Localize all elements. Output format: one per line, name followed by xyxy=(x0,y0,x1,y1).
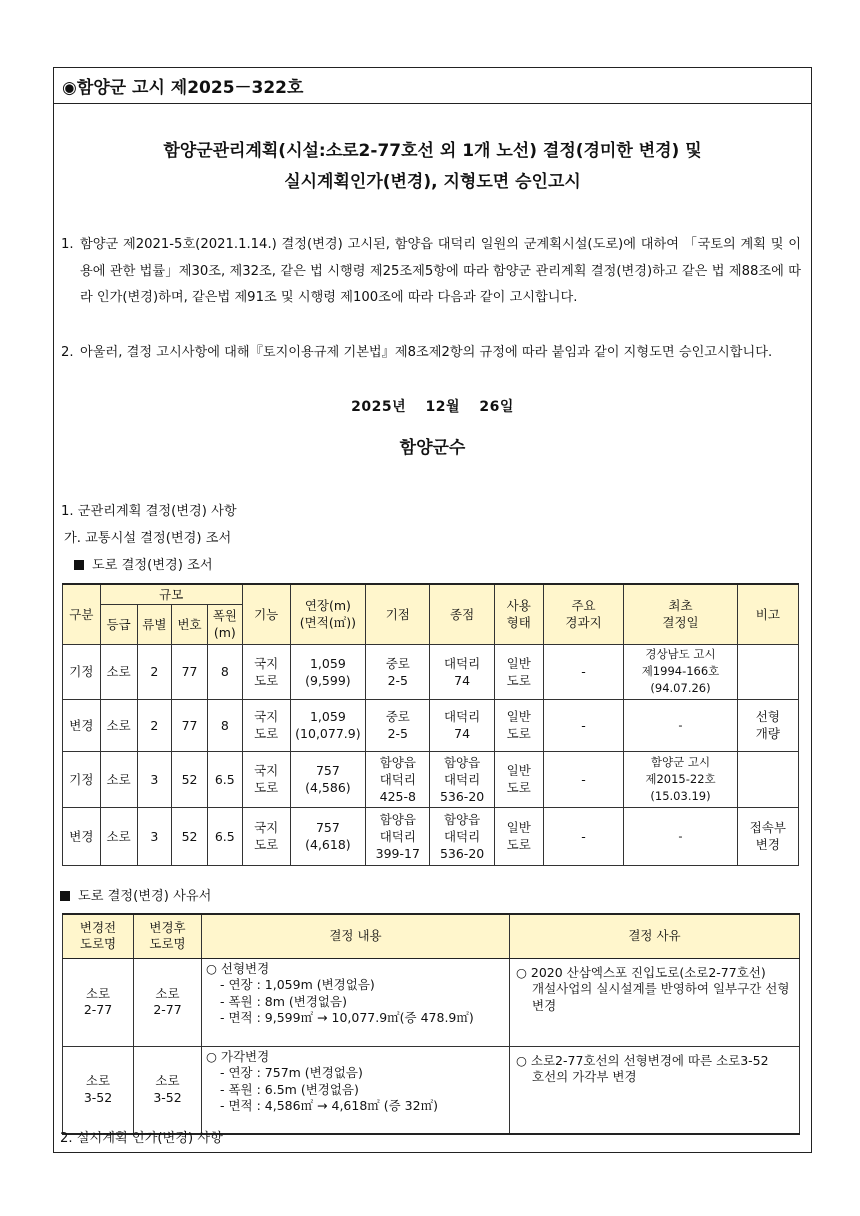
col-before-name: 변경전 도로명 xyxy=(63,914,134,958)
square-bullet-icon xyxy=(60,891,70,901)
table-row xyxy=(63,1046,800,1134)
reason-head: ○ 소로2-77호선의 선형변경에 따른 소로3-52 xyxy=(516,1052,769,1068)
cell-number: 77 xyxy=(172,644,208,699)
cell-gubun: 변경 xyxy=(63,699,101,751)
paragraph-text: 함양군 제2021-5호(2021.1.14.) 결정(변경) 고시된, 함양읍 대덕리 일원의 군계획시설(도로)에 대하여 「국토의 계획 및 이용에 관한 법률」제30조, 제32조, 같은 법 시행령 제25조제5항에 따라 함양군 관리계획 결정(변경)하고 같은 법 제88조에 따라 인가(변경)하며, 같은법 제91조 및 시행령 제100조에 따라 다음과 같이 고시합니다. xyxy=(80,237,801,305)
table-row xyxy=(63,958,800,1046)
cell-before-name: 소로 3-52 xyxy=(63,1046,134,1134)
cell-usage: 일반 도로 xyxy=(494,807,543,865)
col-length: 연장(m) (면적(㎡)) xyxy=(290,584,366,644)
paragraph-2 xyxy=(61,340,801,367)
cell-usage: 일반 도로 xyxy=(494,644,543,699)
square-bullet-icon xyxy=(74,560,84,570)
section-heading-reason-table xyxy=(60,885,211,904)
table-header-row xyxy=(63,584,799,604)
cell-type: 3 xyxy=(137,751,172,807)
paragraph-number: 2. xyxy=(61,345,74,360)
content-line: - 폭원 : 6.5m (변경없음) xyxy=(220,1081,359,1097)
cell-before-name: 소로 2-77 xyxy=(63,958,134,1046)
cell-first-decision: 함양군 고시 제2015-22호 (15.03.19) xyxy=(624,751,737,807)
cell-end: 대덕리 74 xyxy=(430,699,494,751)
reason-body: 호선의 가각부 변경 xyxy=(532,1069,637,1084)
cell-gubun: 기정 xyxy=(63,644,101,699)
cell-note xyxy=(737,644,798,699)
cell-number: 77 xyxy=(172,699,208,751)
col-scale: 규모 xyxy=(100,584,242,604)
cell-content xyxy=(202,1046,510,1134)
cell-start: 함양읍 대덕리 425-8 xyxy=(366,751,430,807)
cell-start: 중로 2-5 xyxy=(366,644,430,699)
cell-usage: 일반 도로 xyxy=(494,699,543,751)
section-heading-1: 1. 군관리계획 결정(변경) 사항 xyxy=(61,504,237,519)
content-line: - 연장 : 1,059m (변경없음) xyxy=(220,977,375,992)
road-reason-table xyxy=(62,913,800,1135)
cell-gubun: 변경 xyxy=(63,807,101,865)
cell-type: 3 xyxy=(137,807,172,865)
cell-note: 선형 개량 xyxy=(737,699,798,751)
cell-via: - xyxy=(543,751,624,807)
col-end: 종점 xyxy=(430,584,494,644)
cell-length: 757 (4,618) xyxy=(290,807,366,865)
table-header-row xyxy=(63,914,800,958)
cell-note xyxy=(737,751,798,807)
cell-width: 6.5 xyxy=(207,807,242,865)
reason-head: ○ 2020 산삼엑스포 진입도로(소로2-77호선) xyxy=(516,964,766,980)
cell-via: - xyxy=(543,644,624,699)
col-via: 주요 경과지 xyxy=(543,584,624,644)
cell-start: 함양읍 대덕리 399-17 xyxy=(366,807,430,865)
col-number: 번호 xyxy=(172,604,208,644)
col-first-decision: 최초 결정일 xyxy=(624,584,737,644)
cell-number: 52 xyxy=(172,751,208,807)
content-line: - 면적 : 9,599㎡ → 10,077.9㎡(증 478.9㎡) xyxy=(220,1010,474,1025)
col-width: 폭원 (m) xyxy=(207,604,242,644)
col-usage: 사용 형태 xyxy=(494,584,543,644)
col-reason: 결정 사유 xyxy=(510,914,800,958)
cell-type: 2 xyxy=(137,644,172,699)
cell-via: - xyxy=(543,699,624,751)
table-row xyxy=(63,644,799,699)
notice-date: 2025년 12월 26일 xyxy=(351,399,514,415)
section-label: 도로 결정(변경) 조서 xyxy=(92,558,213,573)
notice-title-line2: 실시계획인가(변경), 지형도면 승인고시 xyxy=(284,172,581,192)
paragraph-1 xyxy=(61,232,801,312)
cell-function: 국지 도로 xyxy=(242,644,290,699)
cell-length: 1,059 (9,599) xyxy=(290,644,366,699)
content-title: ○ 가각변경 xyxy=(206,1048,270,1064)
section-heading-1a: 가. 교통시설 결정(변경) 조서 xyxy=(64,531,232,546)
cell-start: 중로 2-5 xyxy=(366,699,430,751)
notice-frame xyxy=(53,67,812,1153)
table-row xyxy=(63,807,799,865)
cell-gubun: 기정 xyxy=(63,751,101,807)
cell-after-name: 소로 3-52 xyxy=(134,1046,202,1134)
cell-end: 함양읍 대덕리 536-20 xyxy=(430,751,494,807)
cell-reason xyxy=(510,958,800,1046)
cell-first-decision: - xyxy=(624,807,737,865)
col-start: 기점 xyxy=(366,584,430,644)
col-type: 류별 xyxy=(137,604,172,644)
notice-title-line1: 함양군관리계획(시설:소로2-77호선 외 1개 노선) 결정(경미한 변경) 및 xyxy=(163,141,702,161)
notice-signer: 함양군수 xyxy=(399,438,466,458)
section-heading-2: 2. 실시계획 인가(변경) 사항 xyxy=(60,1131,223,1146)
cell-function: 국지 도로 xyxy=(242,807,290,865)
cell-reason xyxy=(510,1046,800,1134)
cell-grade: 소로 xyxy=(100,644,137,699)
cell-length: 1,059 (10,077.9) xyxy=(290,699,366,751)
col-after-name: 변경후 도로명 xyxy=(134,914,202,958)
content-line: - 연장 : 757m (변경없음) xyxy=(220,1065,363,1080)
cell-number: 52 xyxy=(172,807,208,865)
paragraph-text: 아울러, 결정 고시사항에 대해『토지이용규제 기본법』제8조제2항의 규정에 따라 붙임과 같이 지형도면 승인고시합니다. xyxy=(80,345,773,360)
section-label: 도로 결정(변경) 사유서 xyxy=(78,889,212,904)
table-row xyxy=(63,751,799,807)
cell-note: 접속부 변경 xyxy=(737,807,798,865)
paragraph-number: 1. xyxy=(61,237,74,252)
cell-grade: 소로 xyxy=(100,807,137,865)
cell-function: 국지 도로 xyxy=(242,699,290,751)
content-line: - 면적 : 4,586㎡ → 4,618㎡ (증 32㎡) xyxy=(220,1098,438,1113)
cell-function: 국지 도로 xyxy=(242,751,290,807)
reason-body: 개설사업의 실시설계를 반영하여 일부구간 선형변경 xyxy=(532,981,790,1013)
cell-width: 8 xyxy=(207,699,242,751)
cell-via: - xyxy=(543,807,624,865)
col-function: 기능 xyxy=(242,584,290,644)
cell-end: 함양읍 대덕리 536-20 xyxy=(430,807,494,865)
road-decision-table xyxy=(62,583,799,866)
table-row xyxy=(63,699,799,751)
cell-width: 6.5 xyxy=(207,751,242,807)
notice-number: ◉함양군 고시 제2025－322호 xyxy=(54,68,811,104)
col-note: 비고 xyxy=(737,584,798,644)
cell-usage: 일반 도로 xyxy=(494,751,543,807)
cell-after-name: 소로 2-77 xyxy=(134,958,202,1046)
cell-grade: 소로 xyxy=(100,751,137,807)
cell-type: 2 xyxy=(137,699,172,751)
col-gubun: 구분 xyxy=(63,584,101,644)
cell-first-decision: - xyxy=(624,699,737,751)
cell-grade: 소로 xyxy=(100,699,137,751)
section-heading-road-table xyxy=(74,554,213,573)
cell-end: 대덕리 74 xyxy=(430,644,494,699)
cell-width: 8 xyxy=(207,644,242,699)
cell-length: 757 (4,586) xyxy=(290,751,366,807)
col-content: 결정 내용 xyxy=(202,914,510,958)
content-title: ○ 선형변경 xyxy=(206,960,270,976)
cell-content xyxy=(202,958,510,1046)
cell-first-decision: 경상남도 고시 제1994-166호 (94.07.26) xyxy=(624,644,737,699)
col-grade: 등급 xyxy=(100,604,137,644)
content-line: - 폭원 : 8m (변경없음) xyxy=(220,993,347,1009)
